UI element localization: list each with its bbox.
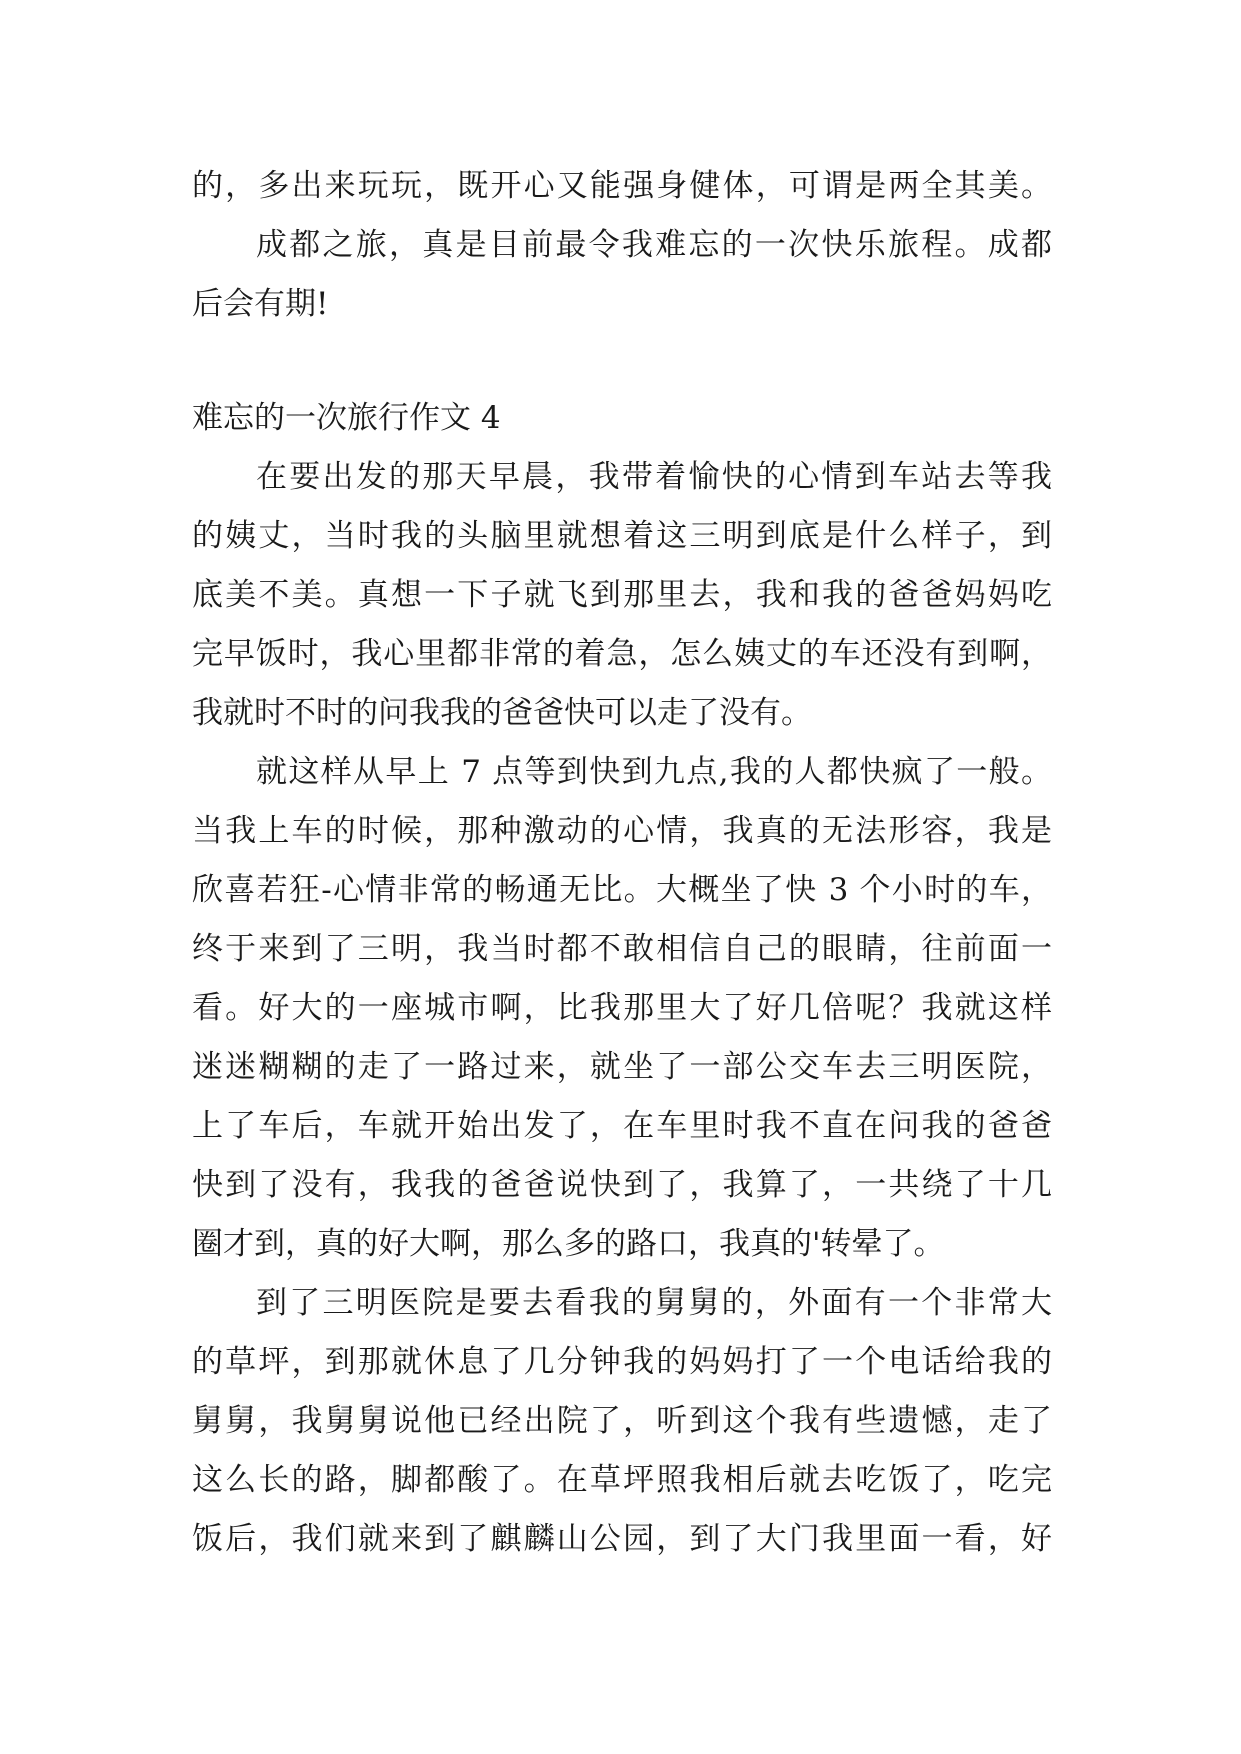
paragraph-line: 到了三明医院是要去看我的舅舅的，外面有一个非常大 [256, 1285, 1052, 1321]
paragraph-line: 当我上车的时候，那种激动的心情，我真的无法形容，我是 [192, 813, 1052, 849]
paragraph-line: 后会有期! [192, 286, 329, 322]
paragraph-line: 我就时不时的问我我的爸爸快可以走了没有。 [192, 695, 812, 731]
paragraph-line: 快到了没有，我我的爸爸说快到了，我算了，一共绕了十几 [192, 1167, 1052, 1203]
paragraph-line: 底美不美。真想一下子就飞到那里去，我和我的爸爸妈妈吃 [192, 577, 1052, 613]
paragraph-line: 饭后，我们就来到了麒麟山公园，到了大门我里面一看，好 [192, 1521, 1052, 1557]
paragraph-line: 这么长的路，脚都酸了。在草坪照我相后就去吃饭了，吃完 [192, 1462, 1052, 1498]
paragraph-line: 终于来到了三明，我当时都不敢相信自己的眼睛，往前面一 [192, 931, 1052, 967]
paragraph-line: 圈才到，真的好大啊，那么多的路口，我真的'转晕了。 [192, 1226, 945, 1262]
paragraph-line: 看。好大的一座城市啊，比我那里大了好几倍呢？我就这样 [192, 990, 1052, 1026]
paragraph-line: 完早饭时，我心里都非常的着急，怎么姨丈的车还没有到啊， [192, 636, 1052, 672]
paragraph-line: 的草坪，到那就休息了几分钟我的妈妈打了一个电话给我的 [192, 1344, 1052, 1380]
paragraph-line: 的姨丈，当时我的头脑里就想着这三明到底是什么样子，到 [192, 518, 1052, 554]
section-heading: 难忘的一次旅行作文 4 [192, 400, 501, 436]
paragraph-line: 上了车后，车就开始出发了，在车里时我不直在问我的爸爸 [192, 1108, 1052, 1144]
paragraph-line: 舅舅，我舅舅说他已经出院了，听到这个我有些遗憾，走了 [192, 1403, 1052, 1439]
paragraph-line: 欣喜若狂-心情非常的畅通无比。大概坐了快 3 个小时的车， [192, 872, 1052, 908]
paragraph-line: 成都之旅，真是目前最令我难忘的一次快乐旅程。成都 [256, 227, 1052, 263]
paragraph-line: 的，多出来玩玩，既开心又能强身健体，可谓是两全其美。 [192, 168, 1052, 204]
paragraph-line: 在要出发的那天早晨，我带着愉快的心情到车站去等我 [256, 459, 1052, 495]
paragraph-line: 迷迷糊糊的走了一路过来，就坐了一部公交车去三明医院， [192, 1049, 1052, 1085]
paragraph-line: 就这样从早上 7 点等到快到九点,我的人都快疯了一般。 [256, 754, 1052, 790]
